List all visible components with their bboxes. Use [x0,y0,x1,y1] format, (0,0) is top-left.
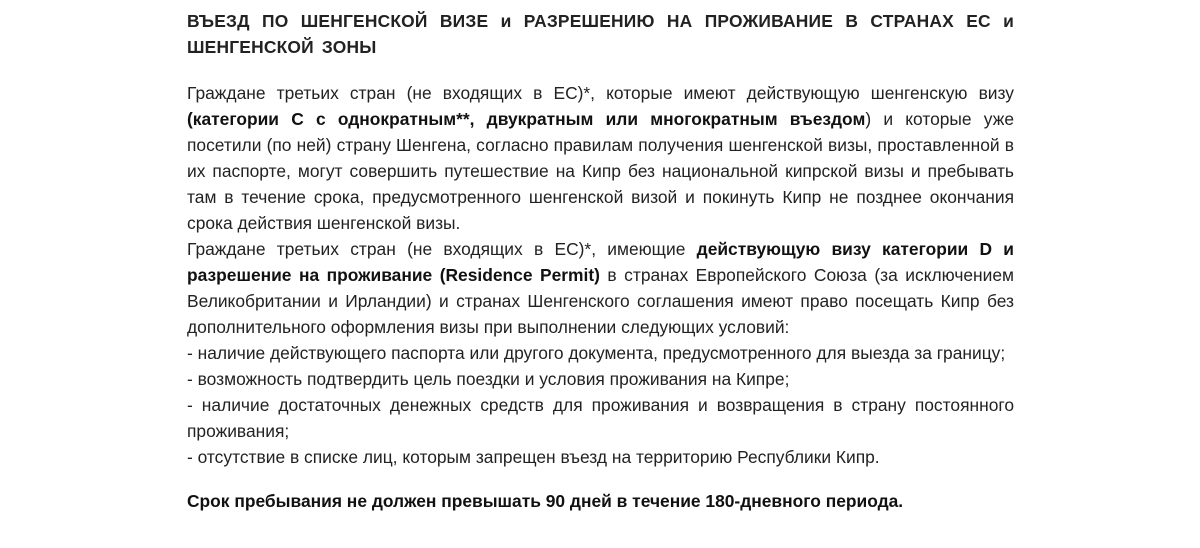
paragraph-schengen-visa [187,80,1014,236]
visa-category-highlight: (категории С с однократным**, двукратным или многократным въездом [187,109,866,129]
condition-item: - отсутствие в списке лиц, которым запрещен въезд на территорию Республики Кипр. [187,447,880,467]
paragraph-text: ) и которые уже посетили (по ней) страну Шенгена, согласно правилам получения шенгенской визы, проставленной в их паспорте, могут совершить путешествие на Кипр без национальной кипрской визы и пребывать там в течение срока, предусмотренного шенгенской визой и покинуть Кипр не позднее окончания срока действия шенгенской визы. [187,109,1014,233]
condition-item: - наличие действующего паспорта или другого документа, предусмотренного для выезда за границу; [187,343,1006,363]
residence-permit-highlight: действующую визу категории D и разрешение на проживание (Residence Permit) [187,239,1015,285]
condition-item: - возможность подтвердить цель поездки и условия проживания на Кипре; [187,369,790,389]
paragraph-text: Граждане третьих стран (не входящих в ЕС)*, которые имеют действующую шенгенскую визу [187,83,1014,103]
paragraph-text: Граждане третьих стран (не входящих в ЕС)*, имеющие [187,239,697,259]
paragraph-residence-permit [187,236,1014,340]
condition-item: - наличие достаточных денежных средств для проживания и возвращения в страну постоянного проживания; [187,395,1014,441]
article [187,8,1014,514]
stay-duration-note: Срок пребывания не должен превышать 90 дней в течение 180-дневного периода. [187,491,904,511]
paragraph-text: в странах Европейского Союза (за исключением Великобритании и Ирландии) и странах Шенгенского соглашения имеют право посещать Кипр без дополнительного оформления визы при выполнении следующих условий: [187,265,1014,337]
article-title: ВЪЕЗД ПО ШЕНГЕНСКОЙ ВИЗЕ и РАЗРЕШЕНИЮ НА ПРОЖИВАНИЕ В СТРАНАХ ЕС и ШЕНГЕНСКОЙ ЗОНЫ [187,11,1014,57]
